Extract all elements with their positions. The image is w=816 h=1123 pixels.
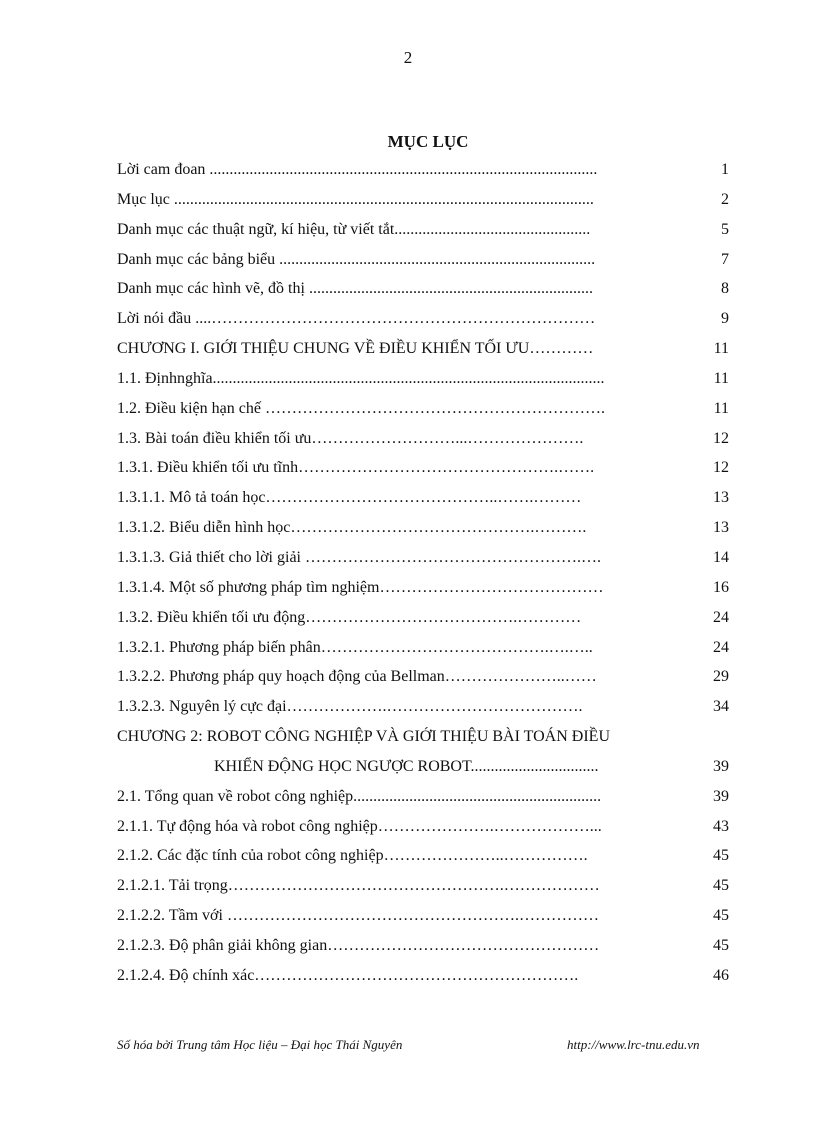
toc-entry-text: CHƯƠNG 2: ROBOT CÔNG NGHIỆP VÀ GIỚI THIỆU BÀI TOÁN ĐIỀU <box>117 728 610 746</box>
toc-entry[interactable] <box>117 722 729 752</box>
toc-entry-page: 45 <box>713 936 729 954</box>
toc-entry-text: KHIỂN ĐỘNG HỌC NGƯỢC ROBOT................................ <box>214 757 599 775</box>
toc-entry-text: 2.1.1. Tự động hóa và robot công nghiệp………………….………………... <box>117 817 602 835</box>
toc-entry-page: 45 <box>713 877 729 895</box>
toc-entry[interactable] <box>117 931 729 961</box>
toc-entry-text: Mục lục ......................................................................................................... <box>117 190 594 208</box>
toc-entry-page: 12 <box>713 429 729 447</box>
toc-entry[interactable] <box>117 334 729 364</box>
toc-entry-text: 2.1.2.4. Độ chính xác……………………………………………………. <box>117 966 579 984</box>
toc-entry-text: Danh mục các hình vẽ, đồ thị ....................................................................... <box>117 280 593 298</box>
toc-entry[interactable] <box>117 513 729 543</box>
toc-entry-text: 2.1.2.3. Độ phân giải không gian…………………………………………… <box>117 936 600 954</box>
toc-entry-page: 11 <box>713 399 729 417</box>
toc-entry[interactable] <box>117 961 729 991</box>
toc-entry-text: 1.2. Điều kiện hạn chế ………………………………………………………. <box>117 399 605 417</box>
toc-entry-text: 2.1. Tổng quan về robot công nghiệp.............................................................. <box>117 787 602 805</box>
toc-entry-page: 11 <box>713 340 729 358</box>
toc-entry[interactable] <box>117 483 729 513</box>
toc-entry-page: 7 <box>721 250 729 268</box>
toc-entry[interactable] <box>117 603 729 633</box>
toc-entry[interactable] <box>117 215 729 245</box>
toc-entry-page: 39 <box>713 787 729 805</box>
toc-entry[interactable] <box>117 453 729 483</box>
toc-entry-page: 9 <box>721 310 729 328</box>
toc-entry-text: 2.1.2.1. Tải trọng…………………………………………….……………… <box>117 877 600 895</box>
toc-entry[interactable] <box>117 573 729 603</box>
toc-entry-text: 1.3. Bài toán điều khiển tối ưu………………………...…………………. <box>117 429 584 447</box>
toc-entry-page: 39 <box>713 757 729 775</box>
toc-entry-page: 45 <box>713 907 729 925</box>
toc-entry-text: 1.3.1.4. Một số phương pháp tìm nghiệm…………………………………… <box>117 578 604 596</box>
toc-entry-page: 45 <box>713 847 729 865</box>
toc-entry[interactable] <box>117 871 729 901</box>
toc-entry-text: 1.3.2.3. Nguyên lý cực đại……………….………………………………. <box>117 698 583 716</box>
toc-entry-page: 24 <box>713 638 729 656</box>
toc-entry-page: 11 <box>713 369 729 387</box>
toc-entry-text: 1.3.2.1. Phương pháp biến phân…………………………………….….….. <box>117 638 593 656</box>
toc-entry-text: CHƯƠNG I. GIỚI THIỆU CHUNG VỀ ĐIỀU KHIỂN TỐI ƯU………… <box>117 340 594 358</box>
toc-entry-page: 2 <box>721 190 729 208</box>
toc-entry[interactable] <box>117 662 729 692</box>
toc-entry-page: 34 <box>713 698 729 716</box>
toc-entry-page: 13 <box>713 489 729 507</box>
toc-entry-page: 29 <box>713 668 729 686</box>
toc-entry[interactable] <box>117 364 729 394</box>
toc-entry-page: 1 <box>721 161 729 178</box>
toc-entry-text: 1.3.2.2. Phương pháp quy hoạch động của Bellman…………………..…… <box>117 668 597 686</box>
table-of-contents <box>117 155 729 991</box>
toc-entry-page: 12 <box>713 459 729 477</box>
toc-entry-text: Danh mục các thuật ngữ, kí hiệu, từ viết tắt................................................. <box>117 220 591 238</box>
toc-entry-text: Lời cam đoan ................................................................................................. <box>117 161 598 178</box>
toc-entry[interactable] <box>117 155 729 185</box>
toc-entry-text: 1.1. Địnhnghĩa.................................................................................................. <box>117 369 605 387</box>
toc-entry[interactable] <box>117 633 729 663</box>
toc-entry[interactable] <box>117 185 729 215</box>
toc-entry-text: 1.3.1.3. Giả thiết cho lời giải …………………………………………….…. <box>117 548 601 566</box>
toc-entry[interactable] <box>117 841 729 871</box>
toc-entry[interactable] <box>117 274 729 304</box>
toc-entry-text: 1.3.2. Điều khiển tối ưu động………………………………….………… <box>117 608 582 626</box>
toc-entry-page: 24 <box>713 608 729 626</box>
toc-entry-text: 1.3.1.1. Mô tả toán học……………………………………..…….……… <box>117 489 582 507</box>
toc-entry-page: 5 <box>721 220 729 238</box>
toc-entry[interactable] <box>117 692 729 722</box>
toc-entry[interactable] <box>117 304 729 334</box>
toc-entry-text: 2.1.2. Các đặc tính của robot công nghiệp…………………..……………. <box>117 847 588 865</box>
toc-entry[interactable] <box>117 782 729 812</box>
toc-entry-page: 14 <box>713 548 729 566</box>
toc-entry-page: 13 <box>713 519 729 537</box>
toc-entry-page: 46 <box>713 966 729 984</box>
toc-entry-page: 8 <box>721 280 729 298</box>
toc-entry-text: 1.3.1.2. Biểu diễn hình học……………………………………….………. <box>117 519 587 537</box>
footer-url: http://www.lrc-tnu.edu.vn <box>567 1037 700 1052</box>
toc-entry[interactable] <box>117 812 729 842</box>
toc-entry-text: 2.1.2.2. Tầm với ……………………………………………….…………… <box>117 907 599 925</box>
toc-entry[interactable] <box>117 543 729 573</box>
toc-entry-text: Danh mục các bảng biểu ............................................................................... <box>117 250 596 268</box>
toc-entry[interactable] <box>117 424 729 454</box>
toc-entry-page: 16 <box>713 578 729 596</box>
toc-entry[interactable] <box>117 394 729 424</box>
footer-publisher: Số hóa bởi Trung tâm Học liệu – Đại học Thái Nguyên <box>117 1037 403 1052</box>
toc-entry-text: 1.3.1. Điều khiển tối ưu tĩnh………………………………………….……. <box>117 459 595 477</box>
toc-entry-page: 43 <box>713 817 729 835</box>
toc-entry[interactable] <box>117 901 729 931</box>
page-number: 2 <box>403 48 413 67</box>
toc-title: MỤC LỤC <box>387 132 469 151</box>
toc-entry[interactable] <box>117 245 729 275</box>
toc-entry[interactable] <box>117 752 729 782</box>
toc-entry-text: Lời nói đầu ....……………………………………………………………… <box>117 310 596 328</box>
